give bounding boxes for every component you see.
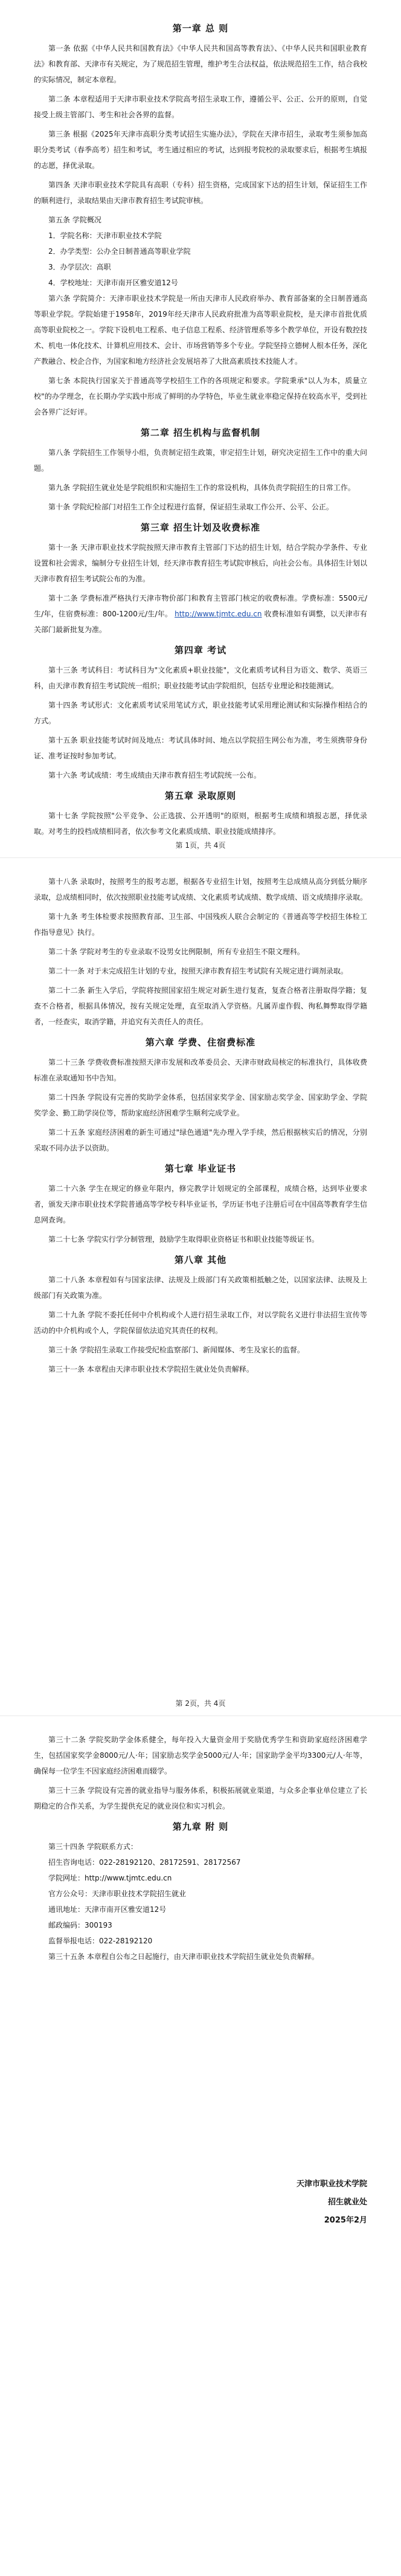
article: 第三条 根据《2025年天津市高职分类考试招生实施办法》，学院在天津市招生，录取考生须参加高职分类考试（春季高考）招生和考试，考生通过相应的考试，达到报考院校的录取要求后，根据考生填报的志愿，择优录取。	[34, 130, 368, 170]
article: 第二十六条 学生在规定的修业年限内，修完教学计划规定的全部课程，成绩合格，达到毕业要求者，颁发天津市职业技术学院普通高等学校专科毕业证书，学历证书电子注册后可在中国高等教育学生信息网查询。	[34, 1184, 368, 1224]
list-item: 3．办学层次：高职	[48, 263, 111, 271]
article: 第十八条 录取时，按照考生的报考志愿，根据各专业招生计划，按照考生总成绩从高分到低分顺序录取，总成绩相同时，依次按照职业技能考试成绩、文化素质考试成绩、数学成绩、语文成绩排序录取。	[34, 877, 368, 902]
article: 第二十三条 学费收费标准按照天津市发展和改革委员会、天津市财政局核定的标准执行，具体收费标准在录取通知书中告知。	[34, 1058, 367, 1082]
article	[34, 590, 367, 638]
article: 第十七条 学院按照"公平竞争、公正选拔、公开透明"的原则，根据考生成绩和填报志愿，择优录取。对考生的投档成绩相同者，依次参考文化素质成绩、职业技能成绩排序。	[34, 812, 367, 836]
chapter-title: 第四章 考试	[174, 645, 227, 656]
article: 第十条 学院纪检部门对招生工作全过程进行监督，保证招生录取工作公开、公平、公正。	[48, 503, 333, 511]
page-number: 第 1页，共 4页	[175, 841, 226, 850]
article: 第一条 依据《中华人民共和国教育法》《中华人民共和国高等教育法》、《中华人民共和国职业教育法》和教育部、天津市有关规定，为了规范招生管理，维护考生合法权益，依法规范招生工作，结合我校的实际情况，制定本章程。	[34, 44, 368, 84]
list-item: 4．学校地址：天津市南开区雅安道12号	[48, 279, 178, 287]
contact-line: 监督举报电话：022-28192120	[48, 1937, 153, 1945]
article: 第二十九条 学院不委托任何中介机构或个人进行招生录取工作，对以学院名义进行非法招生宣传等活动的中介机构或个人，学院保留依法追究其责任的权利。	[34, 1311, 367, 1335]
contact-line: 邮政编码：300193	[48, 1921, 112, 1929]
chapter-title: 第三章 招生计划及收费标准	[140, 522, 261, 533]
article: 第二十一条 对于未完成招生计划的专业，按照天津市教育招生考试院有关规定进行调剂录取。	[48, 967, 348, 975]
article: 第三十二条 学院奖助学金体系健全，每年投入大量资金用于奖励优秀学生和资助家庭经济困难学生，包括国家奖学金8000元/人·年；国家励志奖学金5000元/人·年；国家助学金平均3300元/人·年等，确保每一位学生不因家庭经济困难而辍学。	[34, 1735, 367, 1775]
signature-block	[297, 2175, 367, 2230]
page-number: 第 2页，共 4页	[175, 1699, 226, 1708]
article: 第三十条 学院招生录取工作接受纪检监察部门、新闻媒体、考生及家长的监督。	[48, 1346, 304, 1354]
chapter-title: 第一章 总 则	[172, 23, 229, 34]
list-item: 1．学院名称：天津市职业技术学院	[48, 231, 162, 240]
article: 第二十条 学院对考生的专业录取不设男女比例限制，所有专业招生不限文理科。	[48, 947, 304, 956]
article: 第十四条 考试形式：文化素质考试采用笔试方式，职业技能考试采用理论测试和实际操作相结合的方式。	[34, 701, 367, 725]
page-1	[0, 0, 401, 858]
sign-date: 2025年2月	[324, 2216, 367, 2225]
article-text: 第十二条 学费标准严格执行天津市物价部门和教育主管部门核定的收费标准。学费标准：5500元/生/年，住宿费标准：800-1200元/生/年。	[34, 594, 367, 618]
article: 第三十五条 本章程自公布之日起施行，由天津市职业技术学院招生就业处负责解释。	[48, 1952, 319, 1961]
contact-line: 通讯地址：天津市南开区雅安道12号	[48, 1905, 167, 1914]
page-3	[0, 1716, 401, 2576]
article: 第十三条 考试科目：考试科目为"文化素质+职业技能"，文化素质考试科目为语文、数学、英语三科，由天津市教育招生考试院统一组织；职业技能考试由学院组织，包括专业理论和技能测试。	[34, 666, 367, 690]
article: 第十一条 天津市职业技术学院按照天津市教育主管部门下达的招生计划，结合学院办学条件、专业设置和社会需求，编制分专业招生计划，经天津市教育招生考试院审核后，向社会公布。具体招生计划以天津市教育招生考试院公布的为准。	[34, 543, 368, 583]
article: 第二十四条 学院设有完善的奖助学金体系，包括国家奖学金、国家励志奖学金、国家助学金、学院奖学金、勤工助学岗位等，帮助家庭经济困难学生顺利完成学业。	[34, 1093, 367, 1117]
article: 第七条 本院执行国家关于普通高等学校招生工作的各项规定和要求。学院秉承"以人为本，质量立校"的办学理念，在长期办学实践中形成了鲜明的办学特色，毕业生就业率稳定保持在较高水平，受到社会各界广泛好评。	[34, 376, 367, 416]
article: 第二条 本章程适用于天津市职业技术学院高考招生录取工作，遵循公平、公正、公开的原则，自觉接受上级主管部门、考生和社会各界的监督。	[34, 95, 367, 119]
article: 第三十三条 学院设有完善的就业指导与服务体系，积极拓展就业渠道，与众多企事业单位建立了长期稳定的合作关系，为学生提供充足的就业岗位和实习机会。	[34, 1786, 367, 1810]
article: 第八条 学院招生工作领导小组，负责制定招生政策，审定招生计划，研究决定招生工作中的重大问题。	[34, 448, 367, 473]
article: 第三十一条 本章程由天津市职业技术学院招生就业处负责解释。	[48, 1365, 254, 1374]
chapter-title: 第六章 学费、住宿费标准	[145, 1037, 256, 1048]
article: 第二十八条 本章程如有与国家法律、法规及上级部门有关政策相抵触之处，以国家法律、法规及上级部门有关政策为准。	[34, 1276, 367, 1300]
article: 第二十二条 新生入学后，学院将按照国家招生规定对新生进行复查，复查合格者注册取得学籍；复查不合格者，根据具体情况，按有关规定处理，直至取消入学资格。凡属弄虚作假、徇私舞弊取得学籍者，一经查实，取消学籍，并追究有关责任人的责任。	[34, 986, 367, 1026]
chapter-title: 第九章 附 则	[172, 1821, 229, 1832]
page-2-content	[34, 874, 367, 1381]
chapter-title: 第二章 招生机构与监督机制	[140, 427, 261, 438]
article: 第三十四条 学院联系方式：	[48, 1842, 138, 1851]
chapter-title: 第八章 其他	[174, 1254, 227, 1265]
sign-school: 天津市职业技术学院	[296, 2180, 367, 2189]
article: 第四条 天津市职业技术学院具有高职（专科）招生资格，完成国家下达的招生计划，保证招生工作的顺利进行，录取结果由天津市教育招生考试院审核。	[34, 181, 367, 205]
article: 第二十五条 家庭经济困难的新生可通过"绿色通道"先办理入学手续，然后根据核实后的情况，分别采取不同办法予以资助。	[34, 1128, 367, 1152]
article: 第十五条 职业技能考试时间及地点：考试具体时间、地点以学院招生网公布为准，考生须携带身份证、准考证按时参加考试。	[34, 736, 367, 760]
article: 第九条 学院招生就业处是学院组织和实施招生工作的常设机构，具体负责学院招生的日常工作。	[48, 483, 355, 492]
article: 第二十七条 学院实行学分制管理，鼓励学生取得职业资格证书和职业技能等级证书。	[48, 1235, 319, 1244]
contact-line[interactable]: 学院网址：http://www.tjmtc.edu.cn	[48, 1874, 172, 1882]
chapter-title: 第五章 录取原则	[164, 790, 237, 801]
page-1-content	[34, 16, 367, 843]
sign-office: 招生就业处	[327, 2198, 367, 2207]
article: 第五条 学院概况	[48, 216, 101, 224]
contact-line: 招生咨询电话：022-28192120、28172591、28172567	[48, 1858, 241, 1867]
contact-line: 官方公众号：天津市职业技术学院招生就业	[48, 1890, 187, 1898]
article: 第十六条 考试成绩：考生成绩由天津市教育招生考试院统一公布。	[48, 771, 261, 780]
article: 第十九条 考生体检要求按照教育部、卫生部、中国残疾人联合会制定的《普通高等学校招生体检工作指导意见》执行。	[34, 912, 367, 937]
list-item: 2．办学类型：公办全日制普通高等职业学院	[48, 247, 191, 256]
website-link[interactable]: http://www.tjmtc.edu.cn	[175, 610, 262, 618]
article: 第六条 学院简介：天津市职业技术学院是一所由天津市人民政府举办、教育部备案的全日制普通高等职业学院。学院始建于1958年，2019年经天津市人民政府批准为高等职业院校，是天津市首批优质高等职业院校之一。学院下设机电工程系、电子信息工程系、经济管理系等多个教学单位，开设有数控技术、机电一体化技术、计算机应用技术、会计、市场营销等多个专业。学院坚持立德树人根本任务，深化产教融合、校企合作，为国家和地方经济社会发展培养了大批高素质技术技能人才。	[34, 294, 368, 366]
chapter-title: 第七章 毕业证书	[164, 1163, 237, 1174]
page-2	[0, 858, 401, 1716]
page-3-content	[34, 1732, 367, 1968]
article-text: 收费标准如有调整，以天津市有关部门最新批复为准。	[34, 610, 367, 634]
